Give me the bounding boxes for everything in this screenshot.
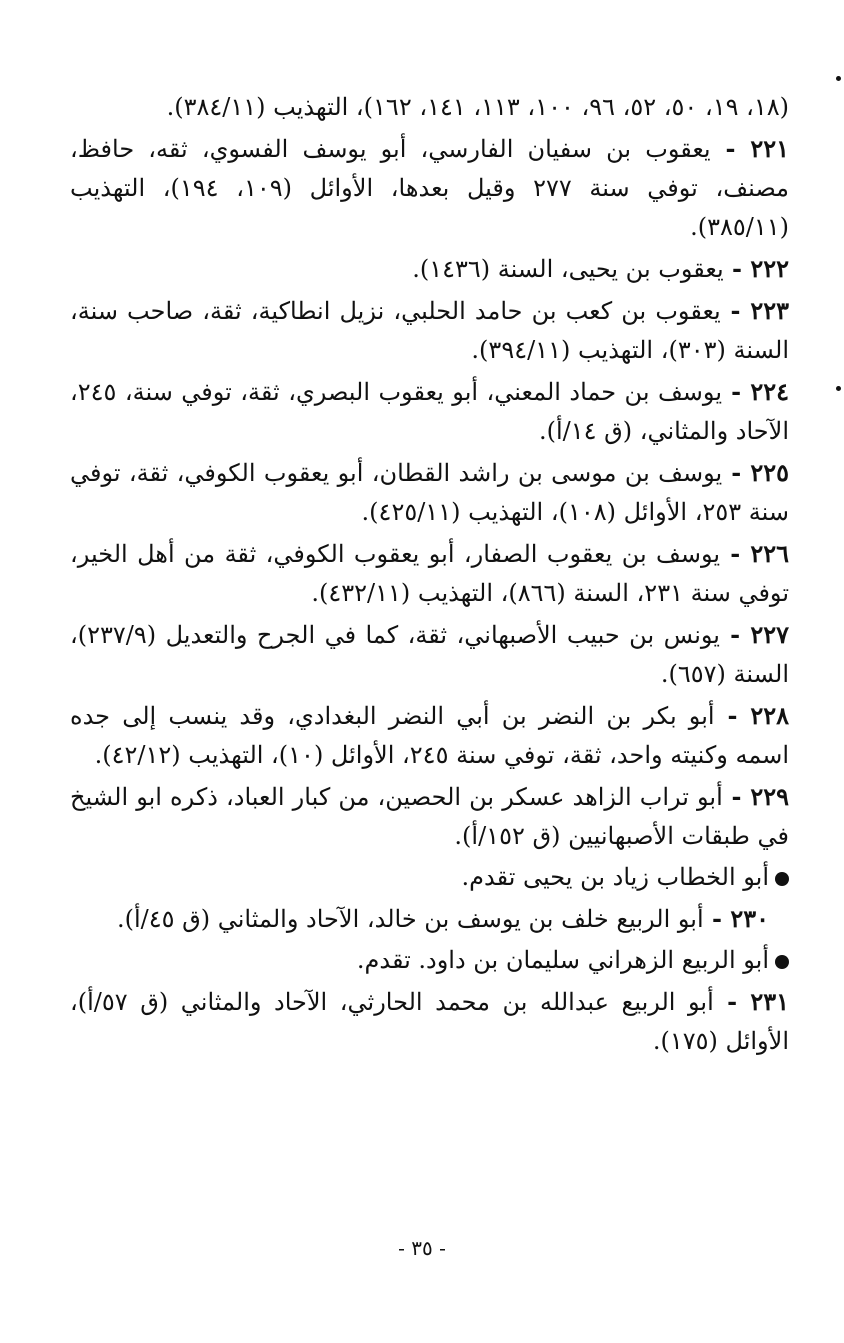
entry-222 [70, 249, 789, 289]
entry-228 [70, 696, 789, 775]
entry-text: (١٨، ١٩، ٥٠، ٥٢، ٩٦، ١٠٠، ١١٣، ١٤١، ١٦٢)، التهذيب (٣٨٤/١١). [166, 93, 789, 121]
entry-text: أبو تراب الزاهد عسكر بن الحصين، من كبار العباد، ذكره ابو الشيخ في طبقات الأصبهانيين (ق ١٥٢/أ). [70, 783, 789, 850]
entry-continuation [70, 88, 789, 127]
entry-number: ٢٢١ - [710, 134, 789, 163]
entry-223 [70, 291, 789, 370]
margin-mark-middle [836, 386, 841, 391]
entry-221 [70, 129, 789, 247]
entry-number: ٢٢٧ - [719, 620, 790, 649]
entry-226 [70, 534, 789, 613]
entry-text: يونس بن حبيب الأصبهاني، ثقة، كما في الجرح والتعديل (٢٣٧/٩)، السنة (٦٥٧). [70, 621, 789, 688]
entry-text: يعقوب بن يحيى، السنة (١٤٣٦). [412, 255, 724, 283]
page-number: - ٣٥ - [398, 1236, 446, 1260]
entry-text: أبو بكر بن النضر بن أبي النضر البغدادي، وقد ينسب إلى جده اسمه وكنيته واحد، ثقة، توفي سنة ٢٤٥، الأوائل (١٠)، التهذيب (٤٢/١٢). [70, 702, 789, 769]
entry-text: أبو الخطاب زياد بن يحيى تقدم. [461, 863, 769, 891]
margin-mark-top [836, 76, 841, 81]
entry-224 [70, 372, 789, 451]
entry-number: ٢٢٥ - [722, 458, 789, 487]
bullet-icon [775, 872, 789, 886]
entry-text: أبو الربيع عبدالله بن محمد الحارثي، الآحاد والمثاني (ق ٥٧/أ)، الأوائل (١٧٥). [70, 988, 789, 1055]
entry-230 [70, 899, 789, 939]
entry-text: أبو الربيع الزهراني سليمان بن داود. تقدم. [356, 946, 769, 974]
entry-227 [70, 615, 789, 694]
entry-231 [70, 982, 789, 1061]
entry-number: ٢٣١ - [713, 987, 789, 1016]
entry-number: ٢٢٢ - [723, 254, 789, 283]
entry-text: يوسف بن موسى بن راشد القطان، أبو يعقوب الكوفي، ثقة، توفي سنة ٢٥٣، الأوائل (١٠٨)، التهذيب (٤٢٥/١١). [70, 459, 789, 526]
entry-text: يوسف بن يعقوب الصفار، أبو يعقوب الكوفي، ثقة من أهل الخير، توفي سنة ٢٣١، السنة (٨٦٦)، التهذيب (٤٣٢/١١). [70, 540, 789, 607]
entry-number: ٢٢٣ - [720, 296, 790, 325]
entry-text: يعقوب بن سفيان الفارسي، أبو يوسف الفسوي، ثقه، حافظ، مصنف، توفي سنة ٢٧٧ وقيل بعدها، الأوائل (١٠٩، ١٩٤)، التهذيب (٣٨٥/١١). [70, 135, 789, 241]
bullet-icon [775, 955, 789, 969]
bullet-entry-abu-al-khattab [70, 858, 789, 897]
entry-number: ٢٢٤ - [722, 377, 789, 406]
entry-225 [70, 453, 789, 532]
entry-number: ٢٢٦ - [720, 539, 790, 568]
entry-text: أبو الربيع خلف بن يوسف بن خالد، الآحاد والمثاني (ق ٤٥/أ). [116, 905, 704, 933]
entry-number: ٢٣٠ - [703, 904, 769, 933]
entry-number: ٢٢٨ - [714, 701, 790, 730]
entry-text: يوسف بن حماد المعني، أبو يعقوب البصري، ثقة، توفي سنة، ٢٤٥، الآحاد والمثاني، (ق ١٤/أ). [70, 378, 789, 445]
entry-229 [70, 777, 789, 856]
entry-number: ٢٢٩ - [722, 782, 789, 811]
page-body [70, 88, 789, 1063]
bullet-entry-abu-al-rabi-al-zahrani [70, 941, 789, 980]
entry-text: يعقوب بن كعب بن حامد الحلبي، نزيل انطاكية، ثقة، صاحب سنة، السنة (٣٠٣)، التهذيب (٣٩٤/١١). [70, 297, 789, 364]
